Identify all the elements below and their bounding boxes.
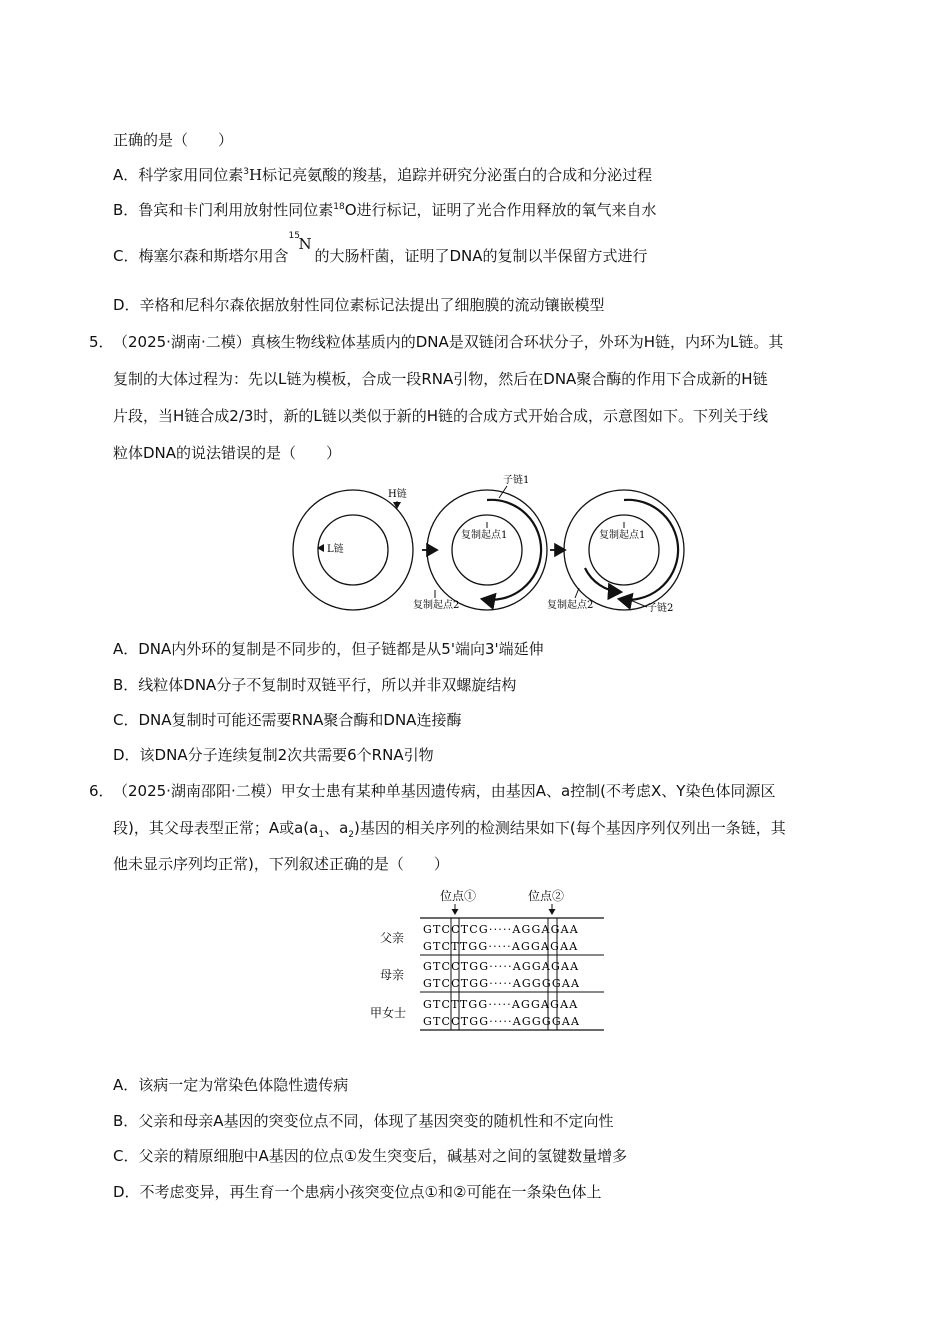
row-label-ms-jia: 甲女士 (370, 1006, 407, 1020)
q4-option-d: D．辛格和尼科尔森依据放射性同位素标记法提出了细胞膜的流动镶嵌模型 (113, 296, 605, 314)
daughter2-label: 子链2 (647, 603, 674, 614)
outer-ring-3 (564, 490, 684, 610)
q6-stem-line3: 他未显示序列均正常)，下列叙述正确的是（ ） (113, 855, 449, 873)
seq-mother-1: GTCCTGG·····AGGAGAA (423, 960, 580, 973)
q6-stem-line1: （2025·湖南邵阳·二模）甲女士患有某种单基因遗传病，由基因A、a控制(不考虑X、Y染色体同源区 (113, 782, 776, 800)
seq-ms-jia-2: GTCCTGG·····AGGGGAA (423, 1015, 581, 1028)
q5-number: 5． (89, 333, 114, 351)
origin1-label-a: 复制起点1 (461, 530, 508, 541)
seq-father-2: GTCTTGG·····AGGAGAA (423, 940, 579, 953)
origin2-label-b: 复制起点2 (547, 600, 594, 611)
q6-stem-line2: 段)，其父母表型正常；A或$a(a_1$、$a_2$)基因的相关序列的检测结果如下(每个基因序列仅列出一条链，其 (113, 819, 786, 840)
gene-sequence-table (362, 884, 612, 1036)
l-chain-label: L链 (327, 544, 344, 555)
q4-stem-end: 正确的是（ ） (113, 131, 234, 149)
q6-option-d: D．不考虑变异，再生育一个患病小孩突变位点①和②可能在一条染色体上 (113, 1183, 602, 1201)
q4-option-b: B．鲁宾和卡门利用放射性同位素$^{18}$O进行标记，证明了光合作用释放的氧气来自水 (113, 201, 657, 219)
q4-option-c: C．梅塞尔森和斯塔尔用含 15 N 的大肠杆菌，证明了DNA的复制以半保留方式进行 (113, 231, 648, 265)
q5-option-c: C．DNA复制时可能还需要RNA聚合酶和DNA连接酶 (113, 711, 462, 729)
q6-option-b: B．父亲和母亲A基因的突变位点不同，体现了基因突变的随机性和不定向性 (113, 1112, 614, 1130)
q5-stem-line4: 粒体DNA的说法错误的是（ ） (113, 444, 342, 462)
q4-option-a: A．科学家用同位素$^3$H标记亮氨酸的羧基，追踪并研究分泌蛋白的合成和分泌过程 (113, 166, 653, 184)
row-label-father: 父亲 (380, 931, 405, 945)
origin1-label-b: 复制起点1 (599, 530, 646, 541)
h-chain-label: H链 (388, 489, 407, 500)
q6-number: 6． (89, 782, 114, 800)
site1-label: 位点① (440, 889, 477, 903)
q5-stem-line2: 复制的大体过程为：先以L链为模板，合成一段RNA引物，然后在DNA聚合酶的作用下合成新的H链 (113, 370, 768, 388)
outer-ring-2 (427, 490, 547, 610)
q5-option-b: B．线粒体DNA分子不复制时双链平行，所以并非双螺旋结构 (113, 676, 517, 694)
seq-mother-2: GTCCTGG·····AGGGGAA (423, 977, 581, 990)
q5-option-a: A．DNA内外环的复制是不同步的，但子链都是从5'端向3'端延伸 (113, 640, 544, 658)
seq-father-1: GTCCTCG·····AGGAGAA (423, 923, 579, 936)
row-label-mother: 母亲 (380, 968, 405, 982)
daughter-chain-2-arrow (585, 568, 621, 592)
origin2-label-a: 复制起点2 (413, 600, 460, 611)
q5-stem-line3: 片段，当H链合成2/3时，新的L链以类似于新的H链的合成方式开始合成，示意图如下。下列关于线 (113, 407, 769, 425)
q6-option-c: C．父亲的精原细胞中A基因的位点①发生突变后，碱基对之间的氢键数量增多 (113, 1147, 628, 1165)
q5-option-d: D．该DNA分子连续复制2次共需要6个RNA引物 (113, 746, 434, 764)
q5-stem-line1: （2025·湖南·二模）真核生物线粒体基质内的DNA是双链闭合环状分子，外环为H链，内环为L链。其 (113, 333, 784, 351)
daughter1-label-a: 子链1 (503, 475, 530, 486)
seq-ms-jia-1: GTCTTGG·····AGGAGAA (423, 998, 579, 1011)
q6-option-a: A．该病一定为常染色体隐性遗传病 (113, 1076, 349, 1094)
site2-label: 位点② (528, 889, 565, 903)
outer-ring-1 (293, 490, 413, 610)
mitochondrial-dna-replication-figure (285, 470, 695, 620)
